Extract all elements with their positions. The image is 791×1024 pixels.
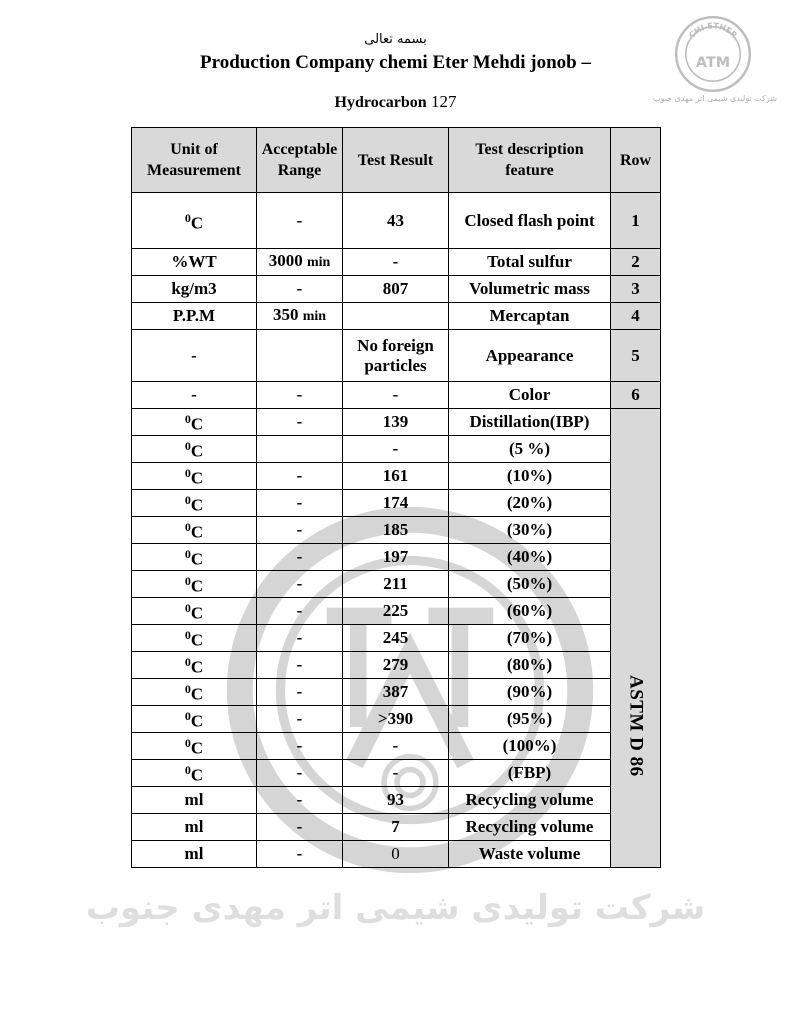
degree-superscript: 0 (184, 547, 191, 562)
cell-desc: Recycling volume (449, 814, 611, 841)
company-title: Production Company chemi Eter Mehdi jonob – (200, 52, 591, 73)
cell-range (257, 733, 343, 760)
cell-desc: Appearance (449, 330, 611, 382)
cell-result: 211 (343, 571, 449, 598)
table-row (132, 814, 661, 841)
cell-range (257, 841, 343, 868)
cell-desc: (30%) (449, 517, 611, 544)
cell-result: 185 (343, 517, 449, 544)
cell-range (257, 409, 343, 436)
table-row (132, 544, 661, 571)
table-row (132, 330, 661, 382)
table-row (132, 382, 661, 409)
unit-letter: C (190, 549, 204, 569)
cell-result: 139 (343, 409, 449, 436)
unit-letter: C (190, 630, 204, 650)
range-value: - (296, 844, 303, 863)
cell-unit (132, 409, 257, 436)
cell-result: 225 (343, 598, 449, 625)
header-result: Test Result (343, 128, 449, 193)
cell-range (257, 787, 343, 814)
cell-range (257, 760, 343, 787)
unit-letter: C (190, 522, 204, 542)
header-desc: Test description feature (449, 128, 611, 193)
range-value: - (296, 210, 303, 230)
table-row (132, 706, 661, 733)
cell-desc: Volumetric mass (449, 276, 611, 303)
cell-unit: P.P.M (132, 303, 257, 330)
table-row (132, 490, 661, 517)
cell-desc: (20%) (449, 490, 611, 517)
cell-unit: - (132, 330, 257, 382)
table-row (132, 598, 661, 625)
degree-superscript: 0 (184, 493, 191, 508)
product-label: Hydrocarbon (334, 94, 427, 111)
cell-result: 93 (343, 787, 449, 814)
header-range: Acceptable Range (257, 128, 343, 193)
cell-result: 174 (343, 490, 449, 517)
range-value: - (296, 279, 303, 298)
cell-range (257, 625, 343, 652)
range-value: - (296, 601, 303, 620)
cell-desc: Waste volume (449, 841, 611, 868)
degree-superscript: 0 (184, 439, 191, 454)
unit-letter: C (190, 603, 204, 623)
range-suffix: min (306, 255, 331, 270)
cell-range (257, 193, 343, 249)
product-number: 127 (430, 92, 457, 111)
cell-unit (132, 544, 257, 571)
range-value: - (296, 385, 303, 404)
cell-desc: (10%) (449, 463, 611, 490)
cell-desc: Closed flash point (449, 193, 611, 249)
table-row (132, 303, 661, 330)
cell-unit: ml (132, 787, 257, 814)
range-value: - (296, 547, 303, 566)
cell-unit (132, 517, 257, 544)
range-value: 3000 (268, 251, 303, 270)
degree-superscript: 0 (184, 655, 191, 670)
range-suffix: min (302, 309, 327, 324)
cell-desc: Recycling volume (449, 787, 611, 814)
degree-superscript: 0 (184, 210, 191, 225)
cell-result: - (343, 382, 449, 409)
unit-letter: C (190, 468, 204, 488)
cell-range (257, 652, 343, 679)
cell-desc: (60%) (449, 598, 611, 625)
range-value: - (296, 574, 303, 593)
cell-range (257, 463, 343, 490)
table-row (132, 249, 661, 276)
cell-unit (132, 625, 257, 652)
degree-superscript: 0 (184, 601, 191, 616)
table-row (132, 517, 661, 544)
header-unit: Unit of Measurement (132, 128, 257, 193)
cell-desc: (50%) (449, 571, 611, 598)
cell-unit (132, 760, 257, 787)
cell-desc: (FBP) (449, 760, 611, 787)
product-title (0, 92, 791, 112)
degree-superscript: 0 (184, 628, 191, 643)
cell-unit (132, 679, 257, 706)
cell-unit: kg/m3 (132, 276, 257, 303)
cell-result (343, 303, 449, 330)
cell-result: 387 (343, 679, 449, 706)
table-row (132, 625, 661, 652)
spec-table (131, 127, 661, 868)
range-value: - (296, 790, 303, 809)
table-row (132, 787, 661, 814)
table-row (132, 193, 661, 249)
unit-letter: C (190, 441, 204, 461)
cell-unit: ml (132, 814, 257, 841)
range-value: - (296, 736, 303, 755)
cell-desc: (40%) (449, 544, 611, 571)
range-value: - (296, 709, 303, 728)
cell-desc: (5 %) (449, 436, 611, 463)
cell-range (257, 382, 343, 409)
cell-desc: (100%) (449, 733, 611, 760)
cell-row-number: 5 (611, 330, 661, 382)
cell-unit (132, 490, 257, 517)
cell-result: - (343, 436, 449, 463)
cell-result: No foreign particles (343, 330, 449, 382)
cell-desc: (95%) (449, 706, 611, 733)
cell-range (257, 490, 343, 517)
astm-method-label: ASTM D 86 (625, 674, 647, 777)
table-row (132, 841, 661, 868)
cell-result: 7 (343, 814, 449, 841)
range-value: - (296, 628, 303, 647)
cell-unit (132, 436, 257, 463)
degree-superscript: 0 (184, 520, 191, 535)
header-row: Row (611, 128, 661, 193)
degree-superscript: 0 (184, 466, 191, 481)
cell-range (257, 598, 343, 625)
cell-unit: %WT (132, 249, 257, 276)
logo-caption: شرکت تولیدی شیمی اتر مهدی جنوب (653, 94, 777, 103)
cell-row-number: 1 (611, 193, 661, 249)
degree-superscript: 0 (184, 736, 191, 751)
cell-unit (132, 733, 257, 760)
cell-range (257, 276, 343, 303)
bismillah: بسمه تعالی (364, 32, 427, 47)
cell-range (257, 679, 343, 706)
cell-result: 0 (343, 841, 449, 868)
cell-row-number: 3 (611, 276, 661, 303)
range-value: - (296, 412, 303, 431)
footer-company-name: شرکت تولیدی شیمی اتر مهدی جنوب (85, 888, 706, 928)
cell-desc: Total sulfur (449, 249, 611, 276)
cell-row-number: 4 (611, 303, 661, 330)
table-row (132, 276, 661, 303)
astm-method-cell (611, 409, 661, 868)
cell-unit (132, 463, 257, 490)
cell-unit (132, 652, 257, 679)
degree-superscript: 0 (184, 412, 191, 427)
svg-text:CHI ETHER: CHI ETHER (687, 21, 739, 40)
cell-unit: ml (132, 841, 257, 868)
cell-result: 161 (343, 463, 449, 490)
cell-desc: Color (449, 382, 611, 409)
cell-result: 279 (343, 652, 449, 679)
range-value: - (296, 817, 303, 836)
range-value: - (296, 763, 303, 782)
range-value: - (296, 520, 303, 539)
cell-result: >390 (343, 706, 449, 733)
degree-superscript: 0 (184, 709, 191, 724)
cell-range (257, 436, 343, 463)
cell-unit (132, 571, 257, 598)
range-value: - (296, 466, 303, 485)
cell-unit: - (132, 382, 257, 409)
table-row (132, 652, 661, 679)
cell-result: 43 (343, 193, 449, 249)
cell-result: - (343, 760, 449, 787)
unit-letter: C (190, 414, 204, 434)
cell-range (257, 814, 343, 841)
cell-result: 245 (343, 625, 449, 652)
table-row (132, 409, 661, 436)
cell-result: - (343, 733, 449, 760)
cell-desc: Mercaptan (449, 303, 611, 330)
cell-range (257, 517, 343, 544)
range-value: - (296, 493, 303, 512)
logo-letters: ATM (695, 54, 731, 71)
cell-result: 197 (343, 544, 449, 571)
unit-letter: C (190, 684, 204, 704)
unit-letter: C (190, 576, 204, 596)
unit-letter: C (190, 213, 204, 233)
table-row (132, 760, 661, 787)
table-row (132, 436, 661, 463)
cell-row-number: 2 (611, 249, 661, 276)
table-row (132, 733, 661, 760)
cell-range (257, 303, 343, 330)
table-row (132, 679, 661, 706)
unit-letter: C (190, 738, 204, 758)
unit-letter: C (190, 711, 204, 731)
cell-desc: (90%) (449, 679, 611, 706)
cell-range (257, 706, 343, 733)
range-value: 350 (272, 305, 299, 324)
unit-letter: C (190, 765, 204, 785)
cell-unit (132, 706, 257, 733)
cell-desc: Distillation(IBP) (449, 409, 611, 436)
cell-range (257, 571, 343, 598)
cell-unit (132, 193, 257, 249)
cell-desc: (70%) (449, 625, 611, 652)
cell-range (257, 249, 343, 276)
unit-letter: C (190, 657, 204, 677)
cell-range (257, 330, 343, 382)
degree-superscript: 0 (184, 574, 191, 589)
degree-superscript: 0 (184, 682, 191, 697)
range-value: - (296, 682, 303, 701)
range-value: - (296, 655, 303, 674)
unit-letter: C (190, 495, 204, 515)
degree-superscript: 0 (184, 763, 191, 778)
cell-result: - (343, 249, 449, 276)
table-row (132, 463, 661, 490)
cell-desc: (80%) (449, 652, 611, 679)
cell-range (257, 544, 343, 571)
table-row (132, 571, 661, 598)
table-header-row (132, 128, 661, 193)
cell-unit (132, 598, 257, 625)
cell-result: 807 (343, 276, 449, 303)
cell-row-number: 6 (611, 382, 661, 409)
